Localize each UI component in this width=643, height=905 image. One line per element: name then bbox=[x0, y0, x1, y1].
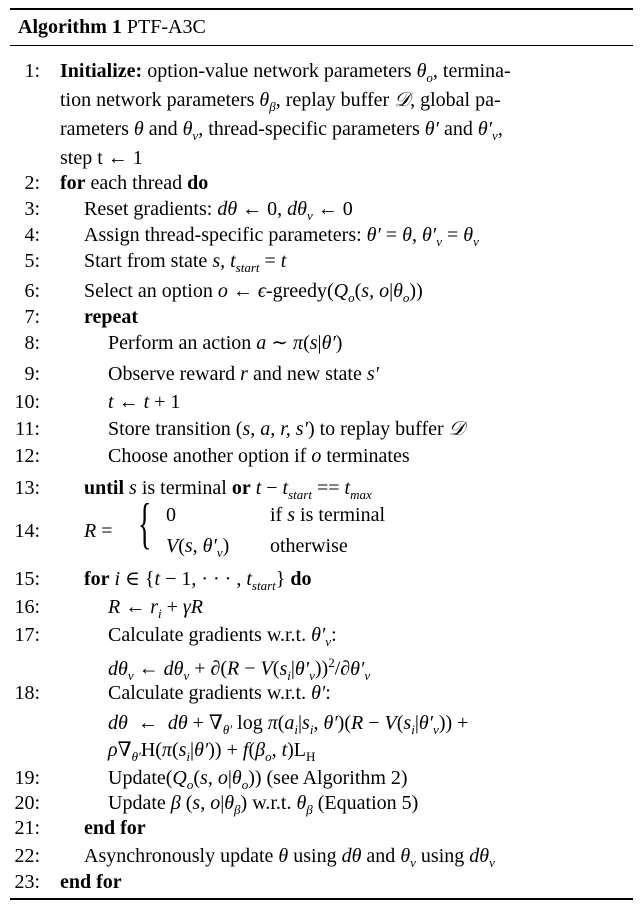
algorithm-label: Algorithm 1 bbox=[18, 16, 122, 38]
case-condition-1: if s is terminal bbox=[270, 504, 385, 526]
line-3: Reset gradients: dθ ← 0, $d\theta_v$ ← 0 bbox=[84, 198, 353, 223]
line-number: 3: bbox=[24, 198, 40, 220]
line-5: Start from state s, $t_{start} = t$ bbox=[84, 250, 287, 275]
line-18-cont-2: $\rho\nabla_{\theta'}H(\pi(s_i|\theta')) + f(\beta_o$, $t)L_H$ bbox=[108, 739, 316, 764]
line-17-cont: $d\theta_v$ ← $d\theta_v + \partial(R - V(s_i|\theta'_v))^2/\partial\theta'_v$ bbox=[108, 655, 371, 683]
line-number: 21: bbox=[14, 817, 40, 839]
top-rule bbox=[10, 8, 633, 10]
case-value-2: V(s, $\theta'_v$) bbox=[166, 535, 230, 560]
line-number: 17: bbox=[14, 624, 40, 646]
line-14-cases bbox=[138, 493, 458, 560]
line-number: 10: bbox=[14, 391, 40, 413]
line-12: Choose another option if o terminates bbox=[108, 445, 410, 467]
line-number: 16: bbox=[14, 596, 40, 618]
line-number: 12: bbox=[14, 445, 40, 467]
algorithm-title bbox=[18, 14, 206, 40]
line-1-cont-3: step t ← 1 bbox=[60, 147, 143, 169]
line-number: 22: bbox=[14, 845, 40, 867]
case-condition-2: otherwise bbox=[270, 535, 348, 557]
line-number: 9: bbox=[24, 363, 40, 385]
line-14-lhs: R = bbox=[84, 520, 113, 542]
line-17: Calculate gradients w.r.t. $\theta'_v$: bbox=[108, 624, 337, 649]
algorithm-name: PTF-A3C bbox=[126, 16, 206, 38]
line-number: 20: bbox=[14, 792, 40, 814]
line-1-cont-1: tion network parameters $\theta_\beta$, replay buffer 𝒟, global pa- bbox=[60, 89, 501, 114]
line-1: Initialize: option-value network parameters $\theta_o$, termina- bbox=[60, 60, 511, 85]
line-number: 8: bbox=[24, 332, 40, 354]
line-20: Update β (s, $o|\theta_\beta$) w.r.t. $\theta_\beta$ (Equation 5) bbox=[108, 792, 419, 817]
line-number: 11: bbox=[15, 418, 40, 440]
title-rule bbox=[10, 45, 633, 46]
line-number: 6: bbox=[24, 280, 40, 302]
line-23 bbox=[60, 869, 122, 895]
line-11: Store transition (s, a, r, s′) to replay buffer 𝒟 bbox=[108, 418, 465, 440]
line-13: until s is terminal or $t - t_{start} == t_{max}$ bbox=[84, 477, 372, 502]
line-number: 7: bbox=[24, 306, 40, 328]
line-18-cont-1: dθ ← $d\theta + \nabla_{\theta'}$ $\log \pi(a_i|s_i$, $\theta')(R - V(s_i|\theta'_v))$ + bbox=[108, 712, 469, 737]
line-8: Perform an action a ∼ π(s|θ′) bbox=[108, 332, 343, 354]
line-number: 19: bbox=[14, 767, 40, 789]
line-21 bbox=[84, 815, 146, 841]
case-value-1: 0 bbox=[166, 504, 176, 526]
line-number: 14: bbox=[14, 520, 40, 542]
line-7: repeat bbox=[84, 306, 139, 328]
bottom-rule bbox=[10, 898, 633, 900]
line-number: 18: bbox=[14, 682, 40, 704]
line-number: 13: bbox=[14, 477, 40, 499]
line-number: 2: bbox=[24, 172, 40, 194]
line-1-cont-2: rameters θ and $\theta_v$, thread-specific parameters θ′ and $\theta'_v$, bbox=[60, 118, 503, 143]
line-6: Select an option o ← $\epsilon-greedy(Q_o(s$, $o|\theta_o$)) bbox=[84, 280, 423, 305]
line-number: 1: bbox=[24, 60, 40, 82]
line-4: Assign thread-specific parameters: θ′ = θ, $\theta'_v = \theta_v$ bbox=[84, 224, 479, 249]
cases-brace: { bbox=[138, 493, 152, 555]
line-number: 4: bbox=[24, 224, 40, 246]
line-16: R ← $r_i + \gamma R$ bbox=[108, 596, 204, 621]
line-number: 5: bbox=[24, 250, 40, 272]
end-for-keyword: end for bbox=[84, 817, 146, 839]
line-9: Observe reward r and new state s′ bbox=[108, 363, 379, 385]
line-15: for i ∈ {t − 1, · · · , $t_{start}$} do bbox=[84, 568, 312, 593]
end-for-keyword: end for bbox=[60, 871, 122, 893]
line-19: $Update(Q_o(s$, $o|\theta_o$)) (see Algorithm 2) bbox=[108, 767, 408, 792]
line-number: 15: bbox=[14, 568, 40, 590]
line-10: t ← t + 1 bbox=[108, 391, 181, 413]
line-18: Calculate gradients w.r.t. θ′: bbox=[108, 682, 331, 704]
line-22: Asynchronously update θ using dθ and $\theta_v$ using $d\theta_v$ bbox=[84, 845, 495, 870]
line-2: for each thread do bbox=[60, 172, 209, 194]
line-number: 23: bbox=[14, 871, 40, 893]
